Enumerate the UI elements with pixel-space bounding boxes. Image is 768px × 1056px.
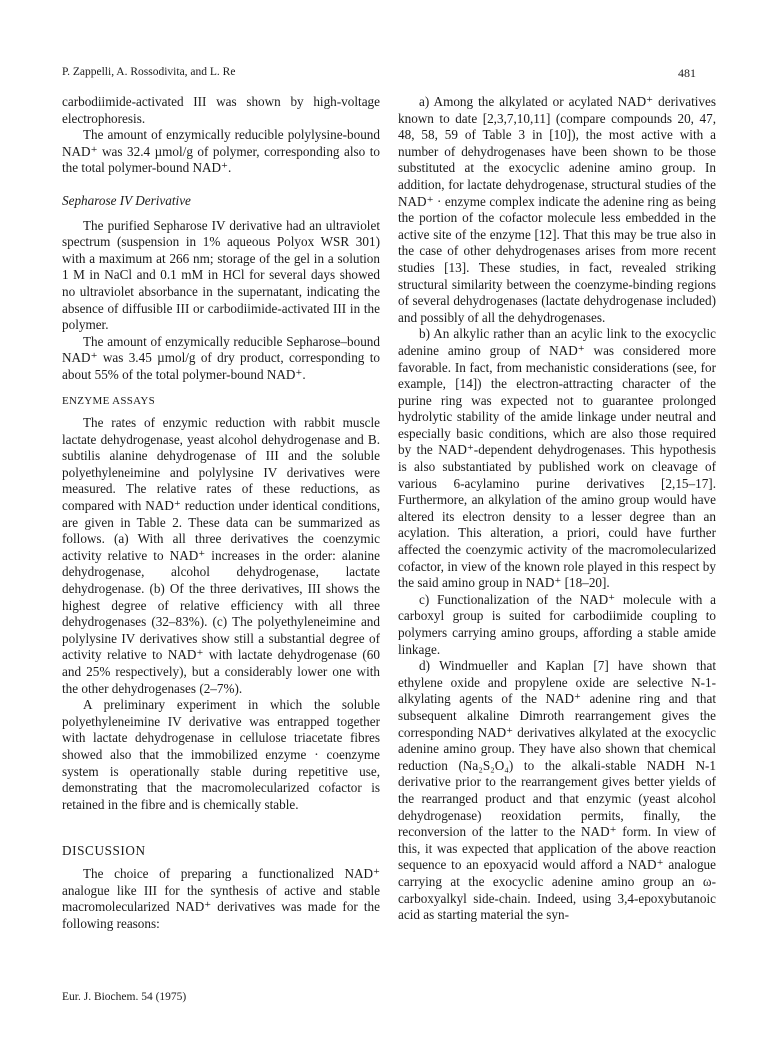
running-head-authors: P. Zappelli, A. Rossodivita, and L. Re — [62, 66, 236, 78]
paragraph-polylysine-nad: The amount of enzymically reducible polylysine-bound NAD⁺ was 32.4 µmol/g of polymer, corresponding also to the total polymer-bound NAD⁺. — [62, 127, 380, 176]
paragraph-enzyme-rates: The rates of enzymic reduction with rabbit muscle lactate dehydrogenase, yeast alcohol dehydrogenase and B. subtilis alanine dehydrogenase of III and the soluble polyethyleneimine and polylysine IV derivatives were measured. The relative rates of these reductions, as compared with NAD⁺ reduction under identical conditions, are given in Table 2. These data can be summarized as follows. (a) With all three derivatives the coenzymic activity relative to NAD⁺ increases in the order: alanine dehydrogenase, alcohol dehydrogenase, lactate dehydrogenase. (b) Of the three derivatives, III shows the highest degree of relative efficiency with all three dehydrogenases (32–83%). (c) The polyethyleneimine and polylysine IV derivatives show still a substantial degree of activity relative to NAD⁺ with lactate dehydrogenase (60 and 25% respectively), but a considerably lower one with the other dehydrogenases (2–7%). — [62, 415, 380, 696]
section-heading-discussion: DISCUSSION — [62, 843, 146, 859]
paragraph-reason-c: c) Functionalization of the NAD⁺ molecule with a carboxyl group is suited for carbodiimide coupling to polymers carrying amino groups, affording a stable amide linkage. — [398, 591, 716, 657]
paragraph-sepharose-spectrum: The purified Sepharose IV derivative had an ultraviolet spectrum (suspension in 1% aqueous Polyox WSR 301) with a maximum at 266 nm; storage of the gel in a solution 1 M in NaCl and 0.1 mM in HCl for several days showed no ultraviolet absorbance in the supernatant, indicating the absence of diffusible III or carbodiimide-activated III in the polymer. — [62, 217, 380, 333]
paragraph-reason-a: a) Among the alkylated or acylated NAD⁺ derivatives known to date [2,3,7,10,11] (compare compounds 20, 47, 48, 58, 59 of Table 3 in [10]), the most active with a number of dehydrogenases have been shown to be those substituted at the exocyclic adenine amino group. In addition, for lactate dehydrogenase, structural studies of the NAD⁺ · enzyme complex indicate the adenine ring as being the portion of the cofactor molecule less embedded in the active site of the enzyme [12]. That this may be true also in the case of other dehydrogenases arises from more recent studies [13]. These studies, in fact, revealed striking structural similarity between the coenzyme-binding regions of several dehydrogenases (lactate dehydrogenase included) and possibly of all the dehydrogenases. — [398, 94, 716, 325]
right-column — [398, 94, 716, 924]
subheading-sepharose: Sepharose IV Derivative — [62, 192, 191, 208]
paragraph-continuation: carbodiimide-activated III was shown by high-voltage electrophoresis. — [62, 94, 380, 126]
paragraph-sepharose-nad: The amount of enzymically reducible Sepharose–bound NAD⁺ was 3.45 µmol/g of dry product, corresponding to about 55% of the total polymer-bound NAD⁺. — [62, 333, 380, 382]
subheading-enzyme-assays: ENZYME ASSAYS — [62, 394, 156, 407]
paragraph-reason-d: d) Windmueller and Kaplan [7] have shown that ethylene oxide and propylene oxide are selective N-1-alkylating agents of the NAD⁺ adenine ring and that subsequent alkaline Dimroth rearrangement gives the corresponding NAD⁺ derivatives alkylated at the exocyclic adenine amino group. They have also shown that chemical reduction (Na₂S₂O₄) to the alkali-stable NADH N-1 derivative prior to the rearrangement gives better yields of the rearranged product and that enzymic (yeast alcohol dehydrogenase) reoxidation permits, finally, the reconversion of the latter to the NAD⁺ form. In view of this, it was expected that application of the above reaction sequence to an epoxyacid would afford a NAD⁺ analogue carrying at the exocyclic adenine amino group an ω-carboxyalkyl side-chain. Indeed, using 3,4-epoxybutanoic acid as starting material the syn- — [398, 658, 716, 923]
footer-journal: Eur. J. Biochem. 54 (1975) — [62, 991, 187, 1003]
paragraph-preliminary-experiment: A preliminary experiment in which the soluble polyethyleneimine IV derivative was entrapped together with lactate dehydrogenase in cellulose triacetate fibres showed also that the immobilized enzyme · coenzyme system is operationally stable during repetitive use, demonstrating that the macromolecularized cofactor is retained in the fibre and is chemically stable. — [62, 697, 380, 812]
paragraph-discussion-intro: The choice of preparing a functionalized NAD⁺ analogue like III for the synthesis of active and stable macromolecularized NAD⁺ derivatives was made for the following reasons: — [62, 865, 380, 931]
left-column — [62, 94, 380, 932]
paragraph-reason-b: b) An alkylic rather than an acylic link to the exocyclic adenine amino group of NAD⁺ was considered more favorable. In fact, from mechanistic considerations (see, for example, [14]) the electron-attracting character of the purine ring was expected not to guarantee prolonged hydrolytic stability of the amide linkage under neutral and especially basic conditions, which are also those required by the NAD⁺-dependent dehydrogenases. This hypothesis is also substantiated by published work on cleavage of various 6-acylamino purine derivatives [2,15–17]. Furthermore, an alkylation of the amino group would have altered its electron density to a lesser degree than an acylation. This alteration, a priori, could have further affected the coenzymic activity of the macromolecularized cofactor, in view of the known role played in this respect by the said amino group in NAD⁺ [18–20]. — [398, 326, 716, 591]
page-number: 481 — [678, 66, 696, 80]
